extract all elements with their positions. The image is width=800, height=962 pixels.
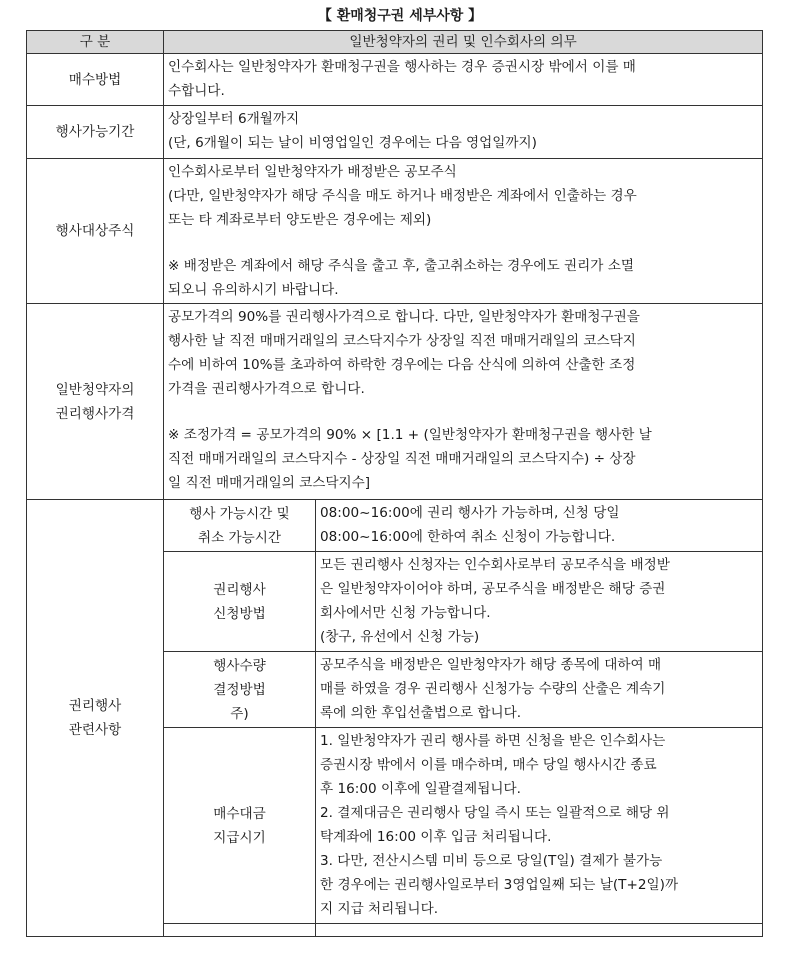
sub-content: 공모주식을 배정받은 일반청약자가 해당 종목에 대하여 매 매를 하였을 경우 권리행사 신청가능 수량의 산출은 계속기 록에 의한 후입선출법으로 합니다. [316, 652, 763, 728]
row-content: 인수회사는 일반청약자가 환매청구권을 행사하는 경우 증권시장 밖에서 이를 매 수합니다. [164, 54, 763, 106]
document-title: 【 환매청구권 세부사항 】 [317, 8, 483, 24]
row-content: 공모가격의 90%를 권리행사가격으로 합니다. 다만, 일반청약자가 환매청구권을 행사한 날 직전 매매거래일의 코스닥지수가 상장일 직전 매매거래일의 코스닥지 수에 비하여 10%를 초과하여 하락한 경우에는 다음 산식에 의하여 산출한 조정 가격을 권리행사가격으로 합니다. ※ 조정가격 = 공모가격의 90% × [1.1 + (일반청약자가 환매청구권을 행사한 날 직전 매매거래일의 코스닥지수 - 상장일 직전 매매거래일의 코스닥지수) ÷ 상장 일 직전 매매거래일의 코스닥지수] [164, 304, 763, 500]
header-category: 구 분 [27, 31, 164, 54]
row-label: 일반청약자의 권리행사가격 [27, 304, 164, 500]
row-content: 상장일부터 6개월까지 (단, 6개월이 되는 날이 비영업일인 경우에는 다음 영업일까지) [164, 106, 763, 159]
row-exercise-time [27, 500, 763, 552]
row-label: 행사대상주식 [27, 159, 164, 304]
sub-label: 매수대금 지급시기 [164, 728, 316, 924]
sub-content: 모든 권리행사 신청자는 인수회사로부터 공모주식을 배정받 은 일반청약자이어야 하며, 공모주식을 배정받은 해당 증권 회사에서만 신청 가능합니다. (창구, 유선에서 신청 가능) [316, 552, 763, 652]
row-purchase-method [27, 54, 763, 106]
row-label: 행사가능기간 [27, 106, 164, 159]
sub-content: 1. 일반청약자가 권리 행사를 하면 신청을 받은 인수회사는 증권시장 밖에서 이를 매수하며, 매수 당일 행사시간 종료 후 16:00 이후에 일괄결제됩니다. 2. 결제대금은 권리행사 당일 즉시 또는 일괄적으로 해당 위 탁계좌에 16:00 이후 입금 처리됩니다. 3. 다만, 전산시스템 미비 등으로 당일(T일) 결제가 불가능 한 경우에는 권리행사일로부터 3영업일째 되는 날(T+2일)까 지 지급 처리됩니다. [316, 728, 763, 924]
table-header-row [27, 31, 763, 54]
row-content: 인수회사로부터 일반청약자가 배정받은 공모주식 (다만, 일반청약자가 해당 주식을 매도 하거나 배정받은 계좌에서 인출하는 경우 또는 타 계좌로부터 양도받은 경우에는 제외) ※ 배정받은 계좌에서 해당 주식을 출고 후, 출고취소하는 경우에도 권리가 소멸 되오니 유의하시기 바랍니다. [164, 159, 763, 304]
sub-label: 행사 가능시간 및 취소 가능시간 [164, 500, 316, 552]
sub-label: 행사수량 결정방법 주) [164, 652, 316, 728]
row-exercise-period [27, 106, 763, 159]
empty-cell [164, 924, 316, 937]
empty-cell [316, 924, 763, 937]
header-content: 일반청약자의 권리 및 인수회사의 의무 [164, 31, 763, 54]
put-back-option-table [26, 30, 763, 937]
row-label: 매수방법 [27, 54, 164, 106]
row-exercise-price [27, 304, 763, 500]
sub-content: 08:00~16:00에 권리 행사가 가능하며, 신청 당일 08:00~16:00에 한하여 취소 신청이 가능합니다. [316, 500, 763, 552]
row-label-exercise-related: 권리행사 관련사항 [27, 500, 164, 937]
row-target-shares [27, 159, 763, 304]
sub-label: 권리행사 신청방법 [164, 552, 316, 652]
